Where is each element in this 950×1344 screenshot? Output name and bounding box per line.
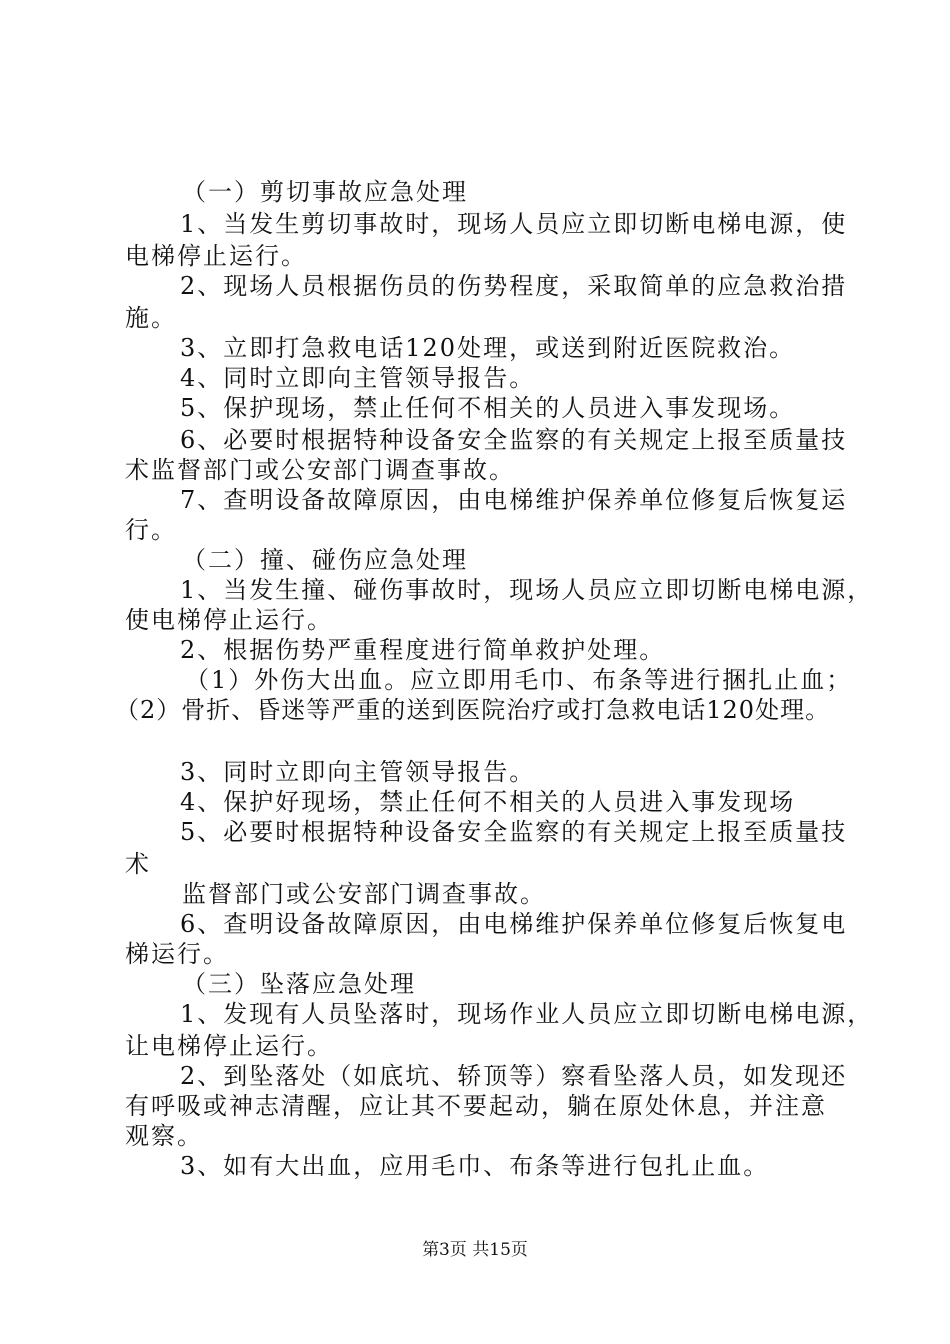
text-line: 行。: [125, 516, 177, 544]
text-line: 5、保护现场，禁止任何不相关的人员进入事发现场。: [180, 394, 796, 422]
text-line: （2）骨折、昏迷等严重的送到医院治疗或打急救电话120处理。: [115, 696, 831, 724]
text-line: （1）外伤大出血。应立即用毛巾、布条等进行捆扎止血；: [185, 666, 853, 694]
text-line: 6、必要时根据特种设备安全监察的有关规定上报至质量技: [180, 426, 848, 454]
text-line: 5、必要时根据特种设备安全监察的有关规定上报至质量技: [180, 818, 848, 846]
text-line: 施。: [125, 304, 177, 332]
text-line: 监督部门或公安部门调查事故。: [182, 880, 546, 908]
text-line: 2、根据伤势严重程度进行简单救护处理。: [180, 636, 666, 664]
text-line: 有呼吸或神志清醒，应让其不要起动，躺在原处休息，并注意: [125, 1092, 827, 1120]
text-line: 3、立即打急救电话120处理，或送到附近医院救治。: [180, 334, 796, 362]
text-line: 术监督部门或公安部门调查事故。: [125, 456, 515, 484]
text-line: 3、如有大出血，应用毛巾、布条等进行包扎止血。: [180, 1152, 770, 1180]
text-line: 让电梯停止运行。: [125, 1032, 333, 1060]
page-number-footer: 第3页 共15页: [422, 1240, 528, 1260]
text-line: 2、到坠落处（如底坑、轿顶等）察看坠落人员，如发现还: [180, 1062, 848, 1090]
text-line: 4、同时立即向主管领导报告。: [180, 364, 536, 392]
text-line: 1、发现有人员坠落时，现场作业人员应立即切断电梯电源，: [180, 1000, 874, 1028]
text-line: 1、当发生撞、碰伤事故时，现场人员应立即切断电梯电源，: [180, 576, 874, 604]
text-line: 6、查明设备故障原因，由电梯维护保养单位修复后恢复电: [180, 910, 848, 938]
text-line: 2、现场人员根据伤员的伤势程度，采取简单的应急救治措: [180, 272, 848, 300]
text-line: 观察。: [125, 1122, 203, 1150]
text-line: 梯运行。: [125, 940, 229, 968]
section-heading-shear: （一）剪切事故应急处理: [182, 178, 468, 206]
text-line: 使电梯停止运行。: [125, 606, 333, 634]
text-line: 4、保护好现场，禁止任何不相关的人员进入事发现场: [180, 788, 796, 816]
text-line: 1、当发生剪切事故时，现场人员应立即切断电梯电源，使: [180, 210, 848, 238]
section-heading-collision: （二）撞、碰伤应急处理: [182, 546, 468, 574]
text-line: 7、查明设备故障原因，由电梯维护保养单位修复后恢复运: [180, 486, 848, 514]
text-line: 术: [125, 850, 151, 878]
section-heading-fall: （三）坠落应急处理: [182, 970, 416, 998]
text-line: 电梯停止运行。: [125, 242, 307, 270]
text-line: 3、同时立即向主管领导报告。: [180, 758, 536, 786]
